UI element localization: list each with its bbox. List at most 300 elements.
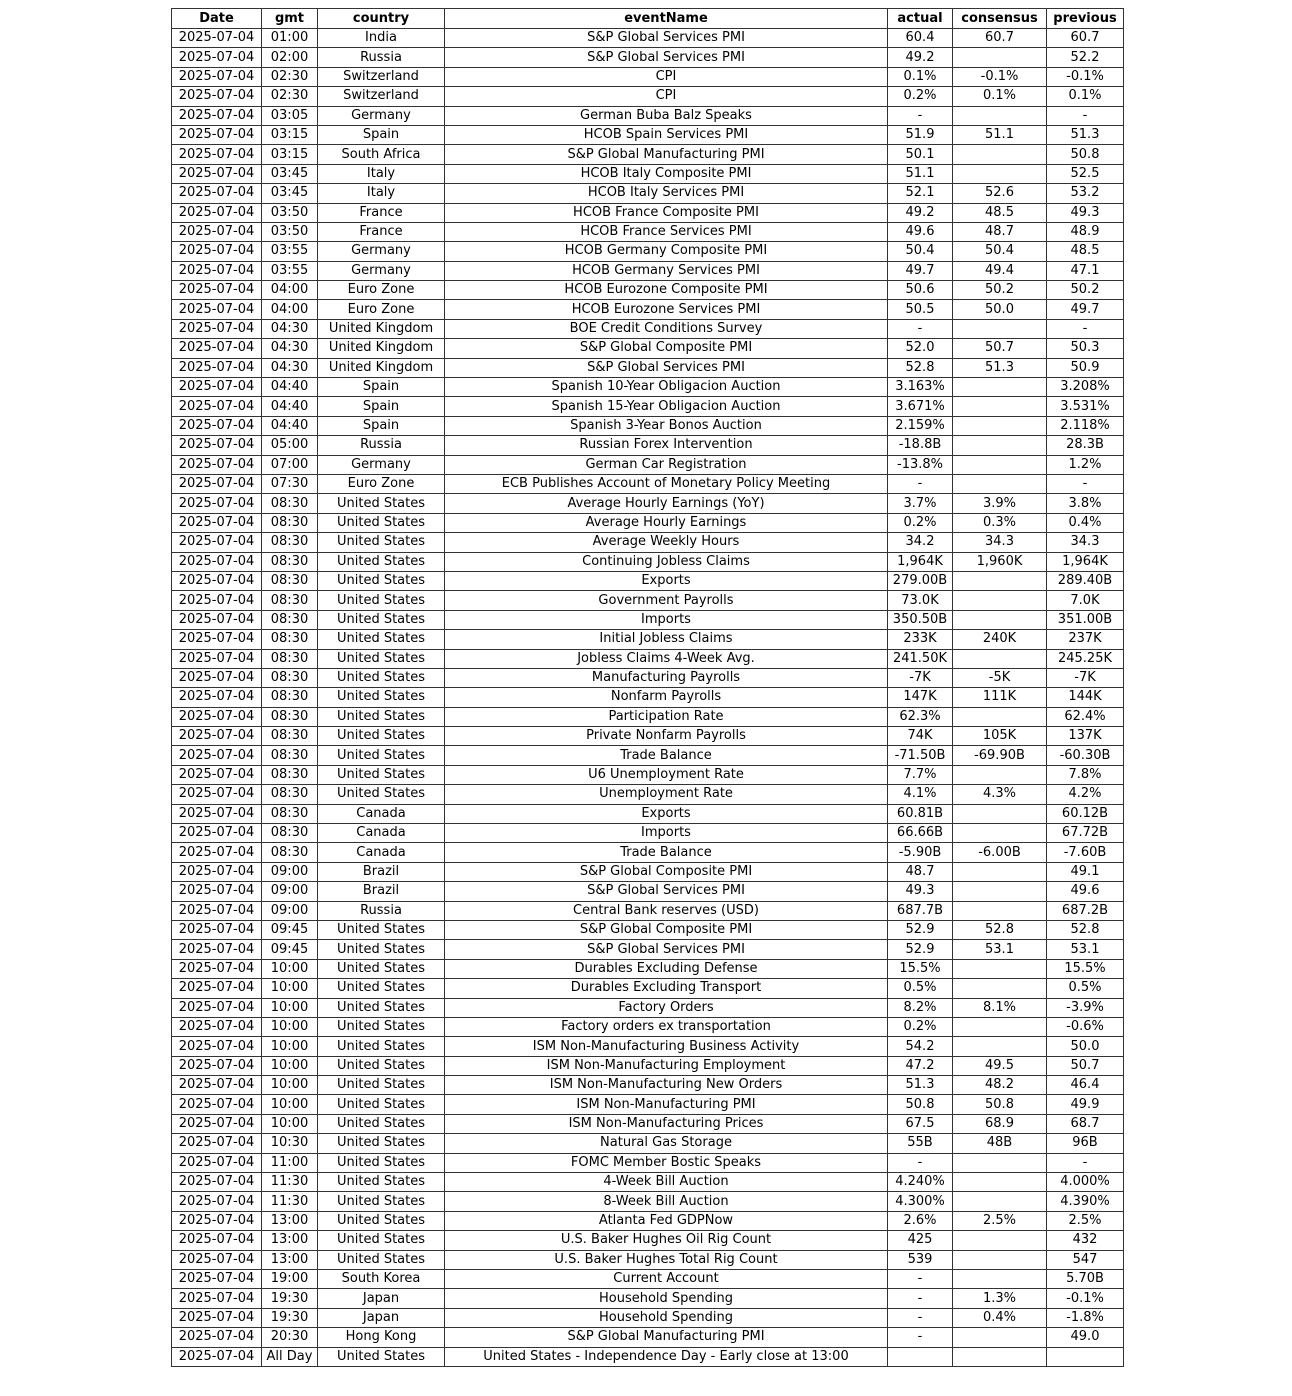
cell-date: 2025-07-04	[172, 1231, 262, 1250]
cell-actual: 8.2%	[888, 998, 953, 1017]
cell-actual: 3.163%	[888, 378, 953, 397]
cell-country: United Kingdom	[318, 319, 445, 338]
cell-gmt: 04:40	[262, 397, 318, 416]
cell-event-name: HCOB Germany Services PMI	[445, 261, 888, 280]
cell-event-name: S&P Global Services PMI	[445, 882, 888, 901]
cell-event-name: Factory orders ex transportation	[445, 1017, 888, 1036]
cell-date: 2025-07-04	[172, 940, 262, 959]
cell-event-name: Nonfarm Payrolls	[445, 688, 888, 707]
cell-actual: -	[888, 1308, 953, 1327]
cell-previous: 49.9	[1047, 1095, 1124, 1114]
cell-gmt: 13:00	[262, 1250, 318, 1269]
cell-event-name: S&P Global Composite PMI	[445, 339, 888, 358]
cell-country: United States	[318, 552, 445, 571]
cell-date: 2025-07-04	[172, 222, 262, 241]
cell-gmt: 08:30	[262, 552, 318, 571]
cell-gmt: 08:30	[262, 727, 318, 746]
cell-event-name: HCOB France Services PMI	[445, 222, 888, 241]
cell-consensus	[953, 610, 1047, 629]
cell-gmt: 20:30	[262, 1328, 318, 1347]
cell-actual: 51.9	[888, 125, 953, 144]
cell-previous: 432	[1047, 1231, 1124, 1250]
cell-event-name: Average Hourly Earnings (YoY)	[445, 494, 888, 513]
cell-country: United States	[318, 610, 445, 629]
cell-date: 2025-07-04	[172, 1192, 262, 1211]
table-row	[172, 1270, 1124, 1289]
cell-actual: 0.1%	[888, 67, 953, 86]
table-row	[172, 1076, 1124, 1095]
table-row	[172, 184, 1124, 203]
cell-previous: 2.5%	[1047, 1211, 1124, 1230]
cell-gmt: 08:30	[262, 591, 318, 610]
table-row	[172, 1192, 1124, 1211]
cell-actual: 60.4	[888, 29, 953, 48]
cell-actual: 62.3%	[888, 707, 953, 726]
cell-gmt: 11:30	[262, 1192, 318, 1211]
cell-consensus: 240K	[953, 630, 1047, 649]
table-row	[172, 242, 1124, 261]
cell-gmt: 04:00	[262, 300, 318, 319]
cell-date: 2025-07-04	[172, 785, 262, 804]
cell-consensus	[953, 416, 1047, 435]
cell-previous: 50.2	[1047, 281, 1124, 300]
cell-actual: 52.9	[888, 940, 953, 959]
cell-actual: 51.1	[888, 164, 953, 183]
cell-consensus: 50.4	[953, 242, 1047, 261]
cell-gmt: 08:30	[262, 668, 318, 687]
cell-previous: -7K	[1047, 668, 1124, 687]
cell-event-name: United States - Independence Day - Early close at 13:00	[445, 1347, 888, 1366]
cell-consensus: 60.7	[953, 29, 1047, 48]
economic-calendar-table	[171, 8, 1124, 1367]
cell-gmt: 19:30	[262, 1308, 318, 1327]
cell-event-name: HCOB Eurozone Composite PMI	[445, 281, 888, 300]
table-row	[172, 358, 1124, 377]
cell-country: Italy	[318, 164, 445, 183]
cell-previous: 3.531%	[1047, 397, 1124, 416]
cell-country: United States	[318, 998, 445, 1017]
cell-event-name: Atlanta Fed GDPNow	[445, 1211, 888, 1230]
cell-actual: 34.2	[888, 533, 953, 552]
cell-gmt: 10:00	[262, 1095, 318, 1114]
cell-previous: 289.40B	[1047, 571, 1124, 590]
cell-actual: 52.9	[888, 920, 953, 939]
cell-consensus	[953, 1037, 1047, 1056]
cell-consensus: 52.6	[953, 184, 1047, 203]
cell-gmt: 02:00	[262, 48, 318, 67]
cell-country: United States	[318, 1017, 445, 1036]
cell-date: 2025-07-04	[172, 746, 262, 765]
cell-previous: 3.208%	[1047, 378, 1124, 397]
table-row	[172, 824, 1124, 843]
cell-previous: 52.5	[1047, 164, 1124, 183]
cell-gmt: 03:55	[262, 242, 318, 261]
cell-date: 2025-07-04	[172, 824, 262, 843]
cell-gmt: 08:30	[262, 688, 318, 707]
cell-actual: 50.4	[888, 242, 953, 261]
cell-gmt: 08:30	[262, 630, 318, 649]
cell-previous: -0.1%	[1047, 67, 1124, 86]
cell-previous: 687.2B	[1047, 901, 1124, 920]
column-header-date: Date	[172, 9, 262, 29]
cell-previous: 1.2%	[1047, 455, 1124, 474]
table-row	[172, 746, 1124, 765]
cell-consensus	[953, 1017, 1047, 1036]
table-row	[172, 571, 1124, 590]
cell-consensus	[953, 48, 1047, 67]
cell-date: 2025-07-04	[172, 436, 262, 455]
cell-gmt: 04:30	[262, 339, 318, 358]
cell-date: 2025-07-04	[172, 1308, 262, 1327]
cell-consensus	[953, 1250, 1047, 1269]
table-row	[172, 1308, 1124, 1327]
cell-previous: 237K	[1047, 630, 1124, 649]
cell-previous: -	[1047, 319, 1124, 338]
table-row	[172, 688, 1124, 707]
cell-actual: 50.8	[888, 1095, 953, 1114]
cell-consensus	[953, 1192, 1047, 1211]
cell-gmt: 10:00	[262, 1017, 318, 1036]
cell-previous: 7.0K	[1047, 591, 1124, 610]
cell-country: Germany	[318, 261, 445, 280]
cell-actual: -13.8%	[888, 455, 953, 474]
cell-country: Brazil	[318, 862, 445, 881]
cell-gmt: 10:00	[262, 959, 318, 978]
cell-event-name: CPI	[445, 67, 888, 86]
cell-event-name: Russian Forex Intervention	[445, 436, 888, 455]
cell-previous: -	[1047, 106, 1124, 125]
cell-gmt: 08:30	[262, 707, 318, 726]
cell-actual: -	[888, 1289, 953, 1308]
cell-actual: 52.8	[888, 358, 953, 377]
cell-country: United States	[318, 940, 445, 959]
cell-consensus	[953, 882, 1047, 901]
cell-gmt: 11:00	[262, 1153, 318, 1172]
cell-actual: 539	[888, 1250, 953, 1269]
cell-gmt: 08:30	[262, 513, 318, 532]
cell-actual: -	[888, 106, 953, 125]
cell-gmt: 03:45	[262, 184, 318, 203]
table-row	[172, 281, 1124, 300]
cell-event-name: Imports	[445, 610, 888, 629]
cell-date: 2025-07-04	[172, 513, 262, 532]
cell-previous: 4.390%	[1047, 1192, 1124, 1211]
cell-consensus: -0.1%	[953, 67, 1047, 86]
cell-consensus: 48B	[953, 1134, 1047, 1153]
cell-country: Hong Kong	[318, 1328, 445, 1347]
cell-gmt: 04:30	[262, 358, 318, 377]
cell-country: Euro Zone	[318, 281, 445, 300]
cell-consensus: 51.1	[953, 125, 1047, 144]
cell-event-name: HCOB Italy Composite PMI	[445, 164, 888, 183]
cell-previous: -0.1%	[1047, 1289, 1124, 1308]
cell-consensus	[953, 1328, 1047, 1347]
cell-consensus: 49.5	[953, 1056, 1047, 1075]
cell-consensus	[953, 591, 1047, 610]
column-header-actual: actual	[888, 9, 953, 29]
cell-event-name: ISM Non-Manufacturing Employment	[445, 1056, 888, 1075]
cell-consensus: 1,960K	[953, 552, 1047, 571]
cell-actual: 50.5	[888, 300, 953, 319]
cell-event-name: Trade Balance	[445, 746, 888, 765]
cell-date: 2025-07-04	[172, 203, 262, 222]
cell-gmt: 09:00	[262, 901, 318, 920]
cell-previous: 47.1	[1047, 261, 1124, 280]
column-header-event-name: eventName	[445, 9, 888, 29]
cell-consensus: 53.1	[953, 940, 1047, 959]
cell-date: 2025-07-04	[172, 843, 262, 862]
cell-gmt: 04:00	[262, 281, 318, 300]
cell-gmt: 03:55	[262, 261, 318, 280]
cell-date: 2025-07-04	[172, 1056, 262, 1075]
cell-date: 2025-07-04	[172, 668, 262, 687]
cell-event-name: U6 Unemployment Rate	[445, 765, 888, 784]
cell-gmt: 03:45	[262, 164, 318, 183]
cell-date: 2025-07-04	[172, 378, 262, 397]
cell-consensus	[953, 164, 1047, 183]
cell-date: 2025-07-04	[172, 1250, 262, 1269]
cell-country: United States	[318, 668, 445, 687]
table-row	[172, 1095, 1124, 1114]
cell-gmt: 04:40	[262, 416, 318, 435]
cell-date: 2025-07-04	[172, 765, 262, 784]
cell-actual: -	[888, 474, 953, 493]
cell-previous: 547	[1047, 1250, 1124, 1269]
cell-event-name: BOE Credit Conditions Survey	[445, 319, 888, 338]
cell-actual: 0.5%	[888, 979, 953, 998]
cell-date: 2025-07-04	[172, 920, 262, 939]
cell-previous: 245.25K	[1047, 649, 1124, 668]
cell-consensus: 50.2	[953, 281, 1047, 300]
cell-previous: 67.72B	[1047, 824, 1124, 843]
cell-country: United States	[318, 1173, 445, 1192]
cell-date: 2025-07-04	[172, 804, 262, 823]
cell-date: 2025-07-04	[172, 1017, 262, 1036]
cell-country: United States	[318, 1153, 445, 1172]
cell-gmt: 08:30	[262, 494, 318, 513]
table-row	[172, 29, 1124, 48]
cell-actual: 279.00B	[888, 571, 953, 590]
cell-gmt: 08:30	[262, 824, 318, 843]
cell-event-name: S&P Global Services PMI	[445, 358, 888, 377]
cell-gmt: 10:00	[262, 998, 318, 1017]
cell-gmt: 03:15	[262, 125, 318, 144]
cell-consensus: 52.8	[953, 920, 1047, 939]
table-row	[172, 106, 1124, 125]
cell-gmt: 09:00	[262, 882, 318, 901]
cell-consensus	[953, 901, 1047, 920]
cell-gmt: 10:00	[262, 1037, 318, 1056]
cell-event-name: German Car Registration	[445, 455, 888, 474]
cell-event-name: Private Nonfarm Payrolls	[445, 727, 888, 746]
cell-event-name: German Buba Balz Speaks	[445, 106, 888, 125]
table-row	[172, 920, 1124, 939]
cell-actual: 66.66B	[888, 824, 953, 843]
cell-date: 2025-07-04	[172, 1328, 262, 1347]
cell-event-name: Household Spending	[445, 1289, 888, 1308]
cell-date: 2025-07-04	[172, 416, 262, 435]
cell-event-name: HCOB Germany Composite PMI	[445, 242, 888, 261]
cell-previous: 49.6	[1047, 882, 1124, 901]
cell-gmt: 19:00	[262, 1270, 318, 1289]
cell-previous: 137K	[1047, 727, 1124, 746]
cell-previous: 49.1	[1047, 862, 1124, 881]
cell-actual: -71.50B	[888, 746, 953, 765]
table-row	[172, 765, 1124, 784]
cell-consensus: 3.9%	[953, 494, 1047, 513]
table-row	[172, 610, 1124, 629]
cell-country: United States	[318, 591, 445, 610]
cell-gmt: 10:00	[262, 1056, 318, 1075]
cell-consensus	[953, 1347, 1047, 1366]
cell-previous: 62.4%	[1047, 707, 1124, 726]
cell-event-name: Factory Orders	[445, 998, 888, 1017]
cell-previous: 5.70B	[1047, 1270, 1124, 1289]
cell-country: United States	[318, 765, 445, 784]
table-row	[172, 1289, 1124, 1308]
table-row	[172, 319, 1124, 338]
cell-gmt: 09:45	[262, 940, 318, 959]
cell-date: 2025-07-04	[172, 610, 262, 629]
cell-consensus	[953, 804, 1047, 823]
cell-previous: 48.9	[1047, 222, 1124, 241]
cell-gmt: 08:30	[262, 843, 318, 862]
cell-country: Russia	[318, 436, 445, 455]
table-row	[172, 164, 1124, 183]
table-row	[172, 1017, 1124, 1036]
cell-actual: 2.6%	[888, 1211, 953, 1230]
cell-event-name: ISM Non-Manufacturing Business Activity	[445, 1037, 888, 1056]
cell-country: United States	[318, 1095, 445, 1114]
cell-previous: 28.3B	[1047, 436, 1124, 455]
cell-consensus	[953, 707, 1047, 726]
table-row	[172, 1114, 1124, 1133]
cell-previous: 49.7	[1047, 300, 1124, 319]
table-row	[172, 455, 1124, 474]
cell-date: 2025-07-04	[172, 959, 262, 978]
cell-gmt: 09:45	[262, 920, 318, 939]
table-row	[172, 1231, 1124, 1250]
cell-actual: -5.90B	[888, 843, 953, 862]
cell-gmt: 04:40	[262, 378, 318, 397]
cell-consensus	[953, 319, 1047, 338]
cell-country: Euro Zone	[318, 474, 445, 493]
cell-gmt: 07:00	[262, 455, 318, 474]
cell-date: 2025-07-04	[172, 319, 262, 338]
cell-country: South Korea	[318, 1270, 445, 1289]
cell-gmt: 10:00	[262, 1076, 318, 1095]
cell-previous: 2.118%	[1047, 416, 1124, 435]
cell-previous: 34.3	[1047, 533, 1124, 552]
cell-consensus: 49.4	[953, 261, 1047, 280]
cell-country: United States	[318, 707, 445, 726]
cell-country: Switzerland	[318, 67, 445, 86]
cell-date: 2025-07-04	[172, 358, 262, 377]
cell-country: United Kingdom	[318, 339, 445, 358]
cell-consensus	[953, 862, 1047, 881]
cell-event-name: Unemployment Rate	[445, 785, 888, 804]
cell-consensus	[953, 455, 1047, 474]
cell-event-name: Imports	[445, 824, 888, 843]
cell-actual: 233K	[888, 630, 953, 649]
cell-actual	[888, 1347, 953, 1366]
cell-actual: -	[888, 1153, 953, 1172]
cell-date: 2025-07-04	[172, 339, 262, 358]
cell-date: 2025-07-04	[172, 998, 262, 1017]
cell-actual: 49.7	[888, 261, 953, 280]
cell-event-name: Initial Jobless Claims	[445, 630, 888, 649]
cell-previous: -7.60B	[1047, 843, 1124, 862]
cell-event-name: Spanish 15-Year Obligacion Auction	[445, 397, 888, 416]
cell-consensus: -69.90B	[953, 746, 1047, 765]
cell-event-name: CPI	[445, 87, 888, 106]
cell-actual: 4.300%	[888, 1192, 953, 1211]
cell-gmt: 10:00	[262, 1114, 318, 1133]
table-row	[172, 494, 1124, 513]
table-row	[172, 1173, 1124, 1192]
cell-actual: 49.6	[888, 222, 953, 241]
cell-consensus: 50.7	[953, 339, 1047, 358]
cell-date: 2025-07-04	[172, 901, 262, 920]
table-row	[172, 707, 1124, 726]
cell-consensus: 1.3%	[953, 1289, 1047, 1308]
cell-actual: -7K	[888, 668, 953, 687]
cell-country: United Kingdom	[318, 358, 445, 377]
cell-consensus: -6.00B	[953, 843, 1047, 862]
cell-country: Brazil	[318, 882, 445, 901]
cell-gmt: 10:00	[262, 979, 318, 998]
table-row	[172, 649, 1124, 668]
cell-gmt: 10:30	[262, 1134, 318, 1153]
cell-actual: 0.2%	[888, 513, 953, 532]
table-row	[172, 378, 1124, 397]
table-row	[172, 1328, 1124, 1347]
table-row	[172, 300, 1124, 319]
cell-gmt: 13:00	[262, 1211, 318, 1230]
cell-consensus: 48.7	[953, 222, 1047, 241]
cell-country: Japan	[318, 1289, 445, 1308]
cell-previous: 15.5%	[1047, 959, 1124, 978]
cell-date: 2025-07-04	[172, 979, 262, 998]
cell-date: 2025-07-04	[172, 397, 262, 416]
cell-event-name: HCOB France Composite PMI	[445, 203, 888, 222]
cell-gmt: 03:05	[262, 106, 318, 125]
cell-consensus	[953, 959, 1047, 978]
cell-consensus	[953, 378, 1047, 397]
cell-country: Russia	[318, 901, 445, 920]
table-row	[172, 1037, 1124, 1056]
cell-consensus	[953, 765, 1047, 784]
cell-consensus: 0.4%	[953, 1308, 1047, 1327]
table-row	[172, 785, 1124, 804]
cell-date: 2025-07-04	[172, 552, 262, 571]
cell-country: Italy	[318, 184, 445, 203]
cell-date: 2025-07-04	[172, 494, 262, 513]
cell-event-name: S&P Global Composite PMI	[445, 920, 888, 939]
cell-consensus	[953, 649, 1047, 668]
table-row	[172, 145, 1124, 164]
cell-country: Germany	[318, 455, 445, 474]
table-row	[172, 843, 1124, 862]
cell-date: 2025-07-04	[172, 1134, 262, 1153]
cell-country: United States	[318, 571, 445, 590]
cell-actual: 51.3	[888, 1076, 953, 1095]
cell-gmt: 08:30	[262, 785, 318, 804]
cell-gmt: 03:15	[262, 145, 318, 164]
cell-consensus: 2.5%	[953, 1211, 1047, 1230]
cell-event-name: S&P Global Services PMI	[445, 29, 888, 48]
cell-actual: -18.8B	[888, 436, 953, 455]
